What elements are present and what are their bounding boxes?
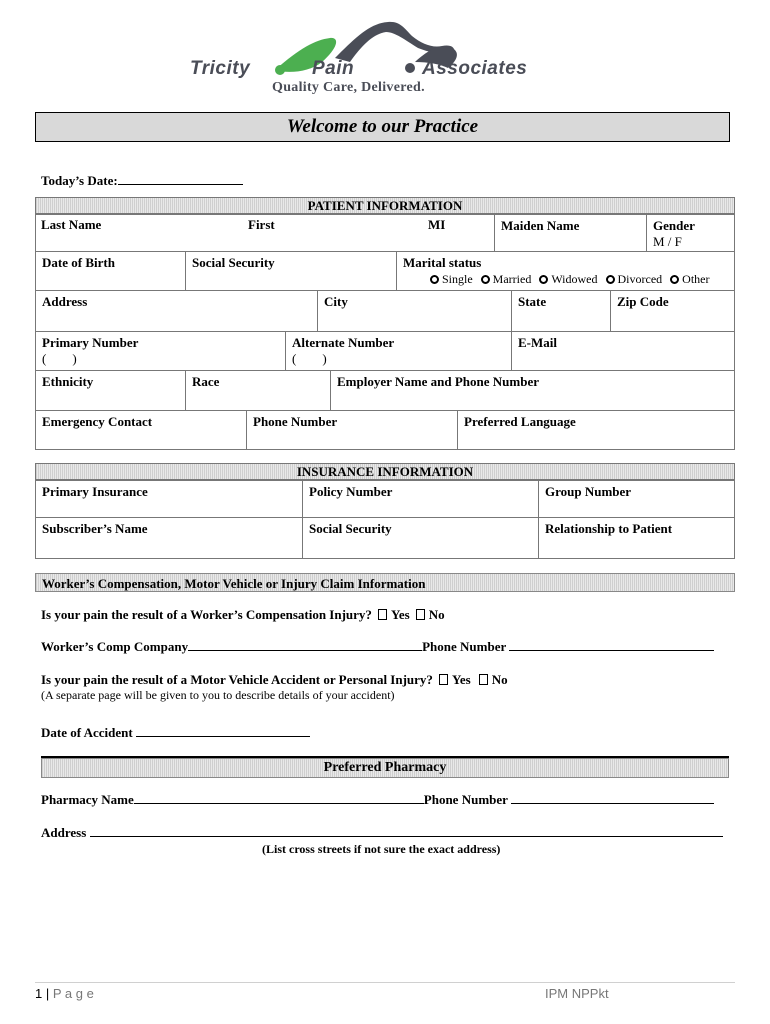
page-word: P a g e (52, 986, 94, 1001)
maiden-name-field[interactable] (494, 214, 647, 252)
zip-field[interactable] (610, 290, 735, 332)
page-number-separator: | (45, 986, 50, 1001)
maiden-name-label: Maiden Name (501, 218, 580, 233)
address-label: Address (42, 294, 88, 309)
pharmacy-name-row (41, 792, 714, 808)
ethnicity-field[interactable] (35, 370, 186, 411)
page-number-value: 1 (35, 986, 43, 1001)
employer-field[interactable] (330, 370, 735, 411)
radio-widowed-icon[interactable] (539, 275, 548, 284)
email-field[interactable] (511, 331, 735, 371)
group-number-label: Group Number (545, 484, 632, 499)
preferred-language-field[interactable] (457, 410, 735, 450)
workers-comp-company-input[interactable] (188, 639, 422, 651)
state-field[interactable] (511, 290, 611, 332)
workers-comp-question (41, 607, 445, 623)
social-security-field[interactable] (185, 251, 397, 291)
race-field[interactable] (185, 370, 331, 411)
social-security-label: Social Security (192, 255, 275, 270)
marital-options (425, 272, 728, 287)
relationship-field[interactable] (538, 517, 735, 559)
logo-word-associates: Associates (422, 58, 528, 79)
address-field[interactable] (35, 290, 318, 332)
primary-number-field[interactable] (35, 331, 286, 371)
page-title-banner (35, 112, 730, 142)
motor-vehicle-yes-checkbox[interactable] (439, 674, 448, 685)
insurance-info-header-text: INSURANCE INFORMATION (296, 464, 474, 479)
pharmacy-address-row (41, 825, 723, 841)
emergency-phone-label: Phone Number (253, 414, 338, 429)
logo-word-pain: Pain (312, 58, 355, 79)
footer-divider (35, 982, 735, 983)
emergency-contact-field[interactable] (35, 410, 247, 450)
workers-comp-yes-label: Yes (390, 607, 410, 622)
gender-field[interactable] (646, 214, 735, 252)
pharmacy-name-input[interactable] (134, 792, 424, 804)
date-of-accident-row (41, 725, 310, 741)
subscriber-name-label: Subscriber’s Name (42, 521, 148, 536)
logo-word-tricity: Tricity (190, 58, 251, 79)
primary-number-label: Primary Number (42, 335, 139, 350)
todays-date-field[interactable] (118, 173, 243, 185)
city-label: City (324, 294, 348, 309)
workers-comp-header (35, 573, 735, 592)
pharmacy-header (41, 758, 729, 778)
pharmacy-address-note: (List cross streets if not sure the exact address) (262, 842, 501, 856)
preferred-language-label: Preferred Language (464, 414, 576, 429)
workers-comp-phone-input[interactable] (509, 639, 714, 651)
workers-comp-company-label: Worker’s Comp Company (41, 639, 189, 654)
zip-label: Zip Code (617, 294, 669, 309)
ethnicity-label: Ethnicity (42, 374, 94, 389)
todays-date-label: Today’s Date: (41, 173, 118, 188)
motor-vehicle-question-text: Is your pain the result of a Motor Vehicle Accident or Personal Injury? (41, 672, 433, 687)
last-name-label: Last Name (41, 217, 102, 232)
page-title: Welcome to our Practice (286, 116, 479, 137)
primary-insurance-field[interactable] (35, 480, 303, 518)
option-single: Single (442, 272, 473, 286)
workers-comp-phone-label: Phone Number (422, 639, 506, 654)
email-label: E-Mail (518, 335, 557, 350)
workers-comp-yes-checkbox[interactable] (378, 609, 387, 620)
patient-info-header-text: PATIENT INFORMATION (307, 198, 463, 213)
alternate-number-parens: ( ) (292, 351, 327, 366)
insurance-ssn-field[interactable] (302, 517, 539, 559)
date-of-accident-input[interactable] (136, 725, 310, 737)
motor-vehicle-no-label: No (491, 672, 508, 687)
option-other: Other (682, 272, 710, 286)
gender-label: Gender (653, 218, 695, 233)
state-label: State (518, 294, 547, 309)
practice-logo (190, 18, 570, 100)
pharmacy-name-label: Pharmacy Name (41, 792, 134, 807)
marital-status-label: Marital status (403, 255, 482, 270)
emergency-contact-label: Emergency Contact (42, 414, 153, 429)
workers-comp-header-text: Worker’s Compensation, Motor Vehicle or Injury Claim Information (42, 576, 426, 591)
subscriber-name-field[interactable] (35, 517, 303, 559)
relationship-label: Relationship to Patient (545, 521, 673, 536)
first-name-label: First (248, 217, 275, 232)
primary-number-parens: ( ) (42, 351, 77, 366)
race-label: Race (192, 374, 220, 389)
radio-single-icon[interactable] (430, 275, 439, 284)
city-field[interactable] (317, 290, 512, 332)
date-of-accident-label: Date of Accident (41, 725, 133, 740)
workers-comp-question-text: Is your pain the result of a Worker’s Compensation Injury? (41, 607, 372, 622)
policy-number-field[interactable] (302, 480, 539, 518)
document-code: IPM NPPkt (545, 986, 609, 1001)
alternate-number-label: Alternate Number (292, 335, 395, 350)
motor-vehicle-yes-label: Yes (451, 672, 471, 687)
mi-label: MI (428, 217, 446, 232)
pharmacy-address-input[interactable] (90, 825, 723, 837)
emergency-phone-field[interactable] (246, 410, 458, 450)
radio-divorced-icon[interactable] (606, 275, 615, 284)
policy-number-label: Policy Number (309, 484, 393, 499)
option-married: Married (492, 272, 532, 286)
patient-info-header (35, 197, 735, 214)
group-number-field[interactable] (538, 480, 735, 518)
workers-comp-no-label: No (428, 607, 445, 622)
page-number (35, 986, 94, 1001)
accident-note: (A separate page will be given to you to describe details of your accident) (41, 688, 395, 702)
primary-insurance-label: Primary Insurance (42, 484, 148, 499)
pharmacy-address-label: Address (41, 825, 87, 840)
logo-tagline: Quality Care, Delivered. (272, 80, 425, 95)
radio-other-icon[interactable] (670, 275, 679, 284)
motor-vehicle-question (41, 672, 508, 688)
pharmacy-phone-label: Phone Number (423, 792, 508, 807)
alternate-number-field[interactable] (285, 331, 512, 371)
todays-date-row (41, 173, 243, 189)
gender-options: M / F (653, 234, 682, 249)
insurance-info-header (35, 463, 735, 480)
dob-label: Date of Birth (42, 255, 115, 270)
dob-field[interactable] (35, 251, 186, 291)
option-divorced: Divorced (617, 272, 663, 286)
workers-comp-company-row (41, 639, 714, 655)
motor-vehicle-no-checkbox[interactable] (479, 674, 488, 685)
marital-status-field (396, 251, 735, 291)
pharmacy-phone-input[interactable] (511, 792, 714, 804)
option-widowed: Widowed (551, 272, 598, 286)
workers-comp-no-checkbox[interactable] (416, 609, 425, 620)
pharmacy-header-text: Preferred Pharmacy (323, 760, 447, 775)
insurance-ssn-label: Social Security (309, 521, 392, 536)
employer-label: Employer Name and Phone Number (337, 374, 539, 389)
radio-married-icon[interactable] (481, 275, 490, 284)
